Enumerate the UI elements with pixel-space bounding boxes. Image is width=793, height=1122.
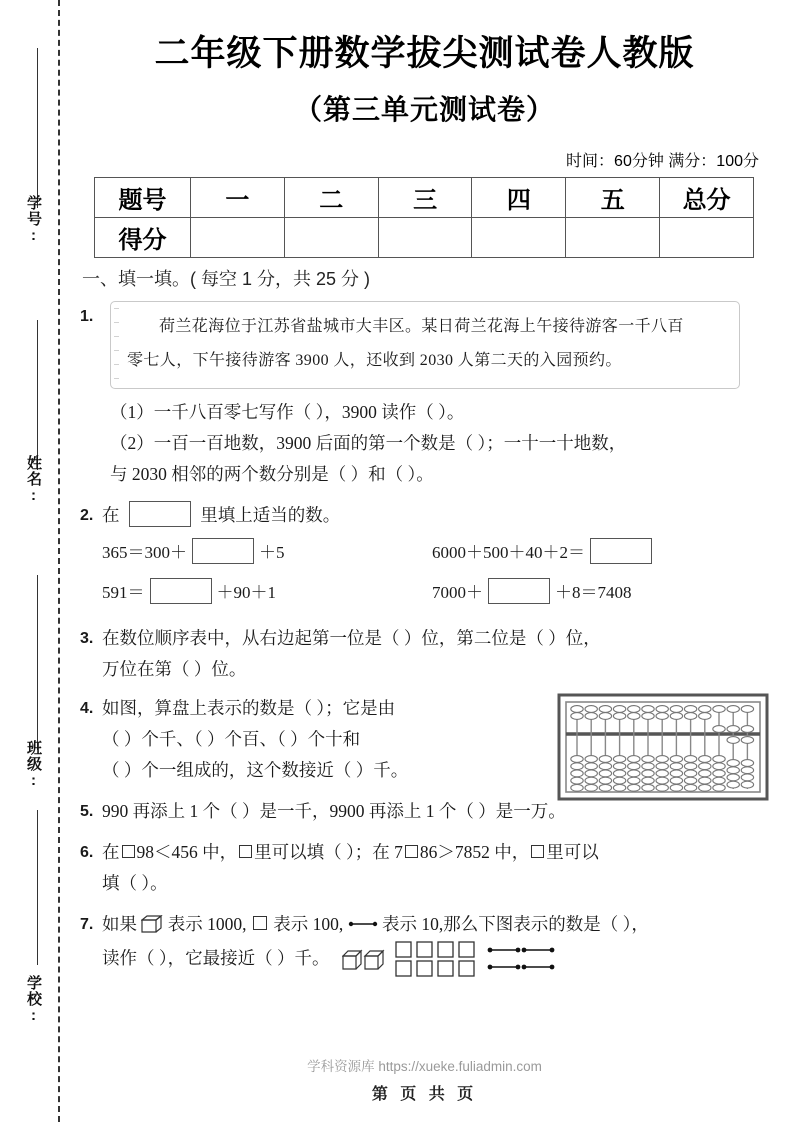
- question-3-line-2: 万位在第（ ）位。: [102, 659, 247, 680]
- margin-label-name: 姓名:: [25, 455, 42, 505]
- score-col-4: 四: [472, 178, 566, 218]
- question-1-quote-line-2: 零七人，下午接待游客 3900 人，还收到 2030 人第二天的入园预约。: [127, 352, 622, 370]
- table-row-scores: [95, 218, 754, 258]
- question-2-equation-2: [432, 533, 762, 573]
- question-7: [80, 909, 777, 980]
- cube-icon-legend: [141, 915, 163, 933]
- page-subtitle: （第三单元测试卷）: [293, 94, 555, 126]
- q7-pre: 如果: [102, 914, 137, 935]
- question-4-line-1: 如图，算盘上表示的数是（ ）；它是由: [102, 698, 396, 719]
- q7-line2-text: 读作（ ），它最接近（ ）千。: [102, 948, 330, 969]
- score-cell-1[interactable]: [191, 218, 285, 258]
- dot-segment-icon-legend: [348, 919, 378, 929]
- question-1-part-1: （1）一千八百零七写作（ ），3900 读作（ ）。: [110, 402, 465, 423]
- score-cell-4[interactable]: [472, 218, 566, 258]
- eq3-left: 591＝: [102, 583, 145, 603]
- question-3-line-1: 在数位顺序表中，从右边起第一位是（ ）位，第二位是（ ）位，: [102, 628, 601, 649]
- question-1-quote-box: [110, 301, 740, 389]
- question-3: [80, 623, 777, 685]
- margin-rule-2: [37, 320, 38, 470]
- eq4-left: 7000＋: [432, 583, 483, 603]
- exam-meta: 时间：60分钟 满分：100分: [566, 153, 759, 171]
- margin-label-school: 学校:: [25, 975, 42, 1025]
- answer-box-eq1[interactable]: [192, 538, 254, 564]
- question-7-figure: [342, 940, 560, 980]
- question-4-number: 4.: [80, 700, 94, 718]
- q7-b: 表示 100,: [273, 914, 344, 935]
- score-col-2: 二: [284, 178, 378, 218]
- question-2-stem-b: 里填上适当的数。: [200, 505, 341, 526]
- q6-post2: 86＞7852 中，: [419, 842, 530, 863]
- question-1-number: 1.: [80, 308, 94, 326]
- margin-dashed-line: [58, 0, 60, 1122]
- question-5: [80, 796, 777, 827]
- question-2-equation-3: [102, 573, 432, 613]
- question-4: [80, 693, 777, 786]
- abacus-icon: [557, 693, 769, 811]
- question-1-part-3: 与 2030 相邻的两个数分别是（ ）和（ ）。: [110, 464, 434, 485]
- question-5-number: 5.: [80, 803, 94, 821]
- q7-a: 表示 1000,: [167, 914, 247, 935]
- answer-box-eq2[interactable]: [590, 538, 652, 564]
- score-cell-total[interactable]: [660, 218, 754, 258]
- blank-square-q6-d[interactable]: [531, 845, 544, 858]
- score-col-5: 五: [566, 178, 660, 218]
- section-heading: 一、填一填。( 每空 1 分，共 25 分 ): [82, 269, 371, 290]
- margin-rule-4: [37, 810, 38, 965]
- table-row-header: [95, 178, 754, 218]
- eq3-right: ＋90＋1: [216, 583, 276, 603]
- score-row-label-2: 得分: [95, 218, 191, 258]
- score-cell-2[interactable]: [284, 218, 378, 258]
- page-footer: [72, 1055, 777, 1104]
- score-table: [94, 177, 754, 258]
- question-6-line-1: [102, 837, 777, 868]
- q6-mid: 98＜456 中，: [136, 842, 238, 863]
- question-2-stem-a: 在: [102, 505, 120, 526]
- score-cell-5[interactable]: [566, 218, 660, 258]
- question-2-number: 2.: [80, 507, 94, 525]
- margin-label-student-id: 学号:: [25, 195, 42, 245]
- question-4-line-2: （ ）个千、（ ）个百、（ ）个十和: [102, 729, 361, 750]
- question-1-quote-line-1: 荷兰花海位于江苏省盐城市大丰区。某日荷兰花海上午接待游客一千八百: [159, 318, 684, 336]
- question-1: [80, 301, 777, 490]
- blank-square-q6-a[interactable]: [122, 845, 135, 858]
- site-credit: 学科资源库 https://xueke.fuliadmin.com: [307, 1059, 542, 1074]
- question-3-number: 3.: [80, 630, 94, 648]
- margin-rule-1: [37, 48, 38, 208]
- blank-square-q6-c[interactable]: [405, 845, 418, 858]
- score-col-1: 一: [191, 178, 285, 218]
- answer-box-eq3[interactable]: [150, 578, 212, 604]
- question-2-equation-1: [102, 533, 432, 573]
- question-7-line-1: [102, 909, 777, 940]
- cube-group-icon: [342, 948, 386, 972]
- q6-pre: 在: [102, 842, 120, 863]
- q6-post3: 里可以: [546, 842, 599, 863]
- q7-c: 表示 10,那么下图表示的数是（ ），: [382, 914, 649, 935]
- score-row-label-1: 题号: [95, 178, 191, 218]
- answer-box-eq4[interactable]: [488, 578, 550, 604]
- margin-rule-3: [37, 575, 38, 750]
- exam-page: [72, 0, 777, 1122]
- question-6-number: 6.: [80, 844, 94, 862]
- page-title: 二年级下册数学拔尖测试卷人教版: [154, 34, 695, 73]
- dot-segment-grid-icon: [486, 943, 560, 977]
- question-6-line-2: 填（ ）。: [102, 873, 168, 894]
- score-col-total: 总分: [660, 178, 754, 218]
- question-2: [80, 500, 777, 613]
- square-icon-legend: [253, 916, 267, 930]
- score-cell-3[interactable]: [378, 218, 472, 258]
- question-4-line-3: （ ）个一组成的，这个数接近（ ）千。: [102, 760, 409, 781]
- question-5-line-1: 990 再添上 1 个（ ）是一千，9900 再添上 1 个（ ）是一万。: [102, 801, 566, 822]
- answer-box-q2-stem[interactable]: [129, 501, 191, 527]
- question-2-equation-4: [432, 573, 762, 613]
- page-number: 第 页 共 页: [371, 1086, 478, 1103]
- eq1-right: ＋5: [259, 543, 285, 563]
- eq1-left: 365＝300＋: [102, 543, 187, 563]
- eq4-right: ＋8＝7408: [555, 583, 632, 603]
- question-6: [80, 837, 777, 899]
- question-1-part-2: （2）一百一百地数，3900 后面的第一个数是（ ）；一十一十地数，: [110, 433, 627, 454]
- score-col-3: 三: [378, 178, 472, 218]
- square-grid-icon: [393, 940, 479, 980]
- blank-square-q6-b[interactable]: [239, 845, 252, 858]
- question-7-number: 7.: [80, 916, 94, 934]
- q6-post: 里可以填（ ）；在 7: [254, 842, 403, 863]
- margin-label-class: 班级:: [25, 740, 42, 790]
- eq2-left: 6000＋500＋40＋2＝: [432, 543, 585, 563]
- question-7-line-2: [102, 940, 777, 980]
